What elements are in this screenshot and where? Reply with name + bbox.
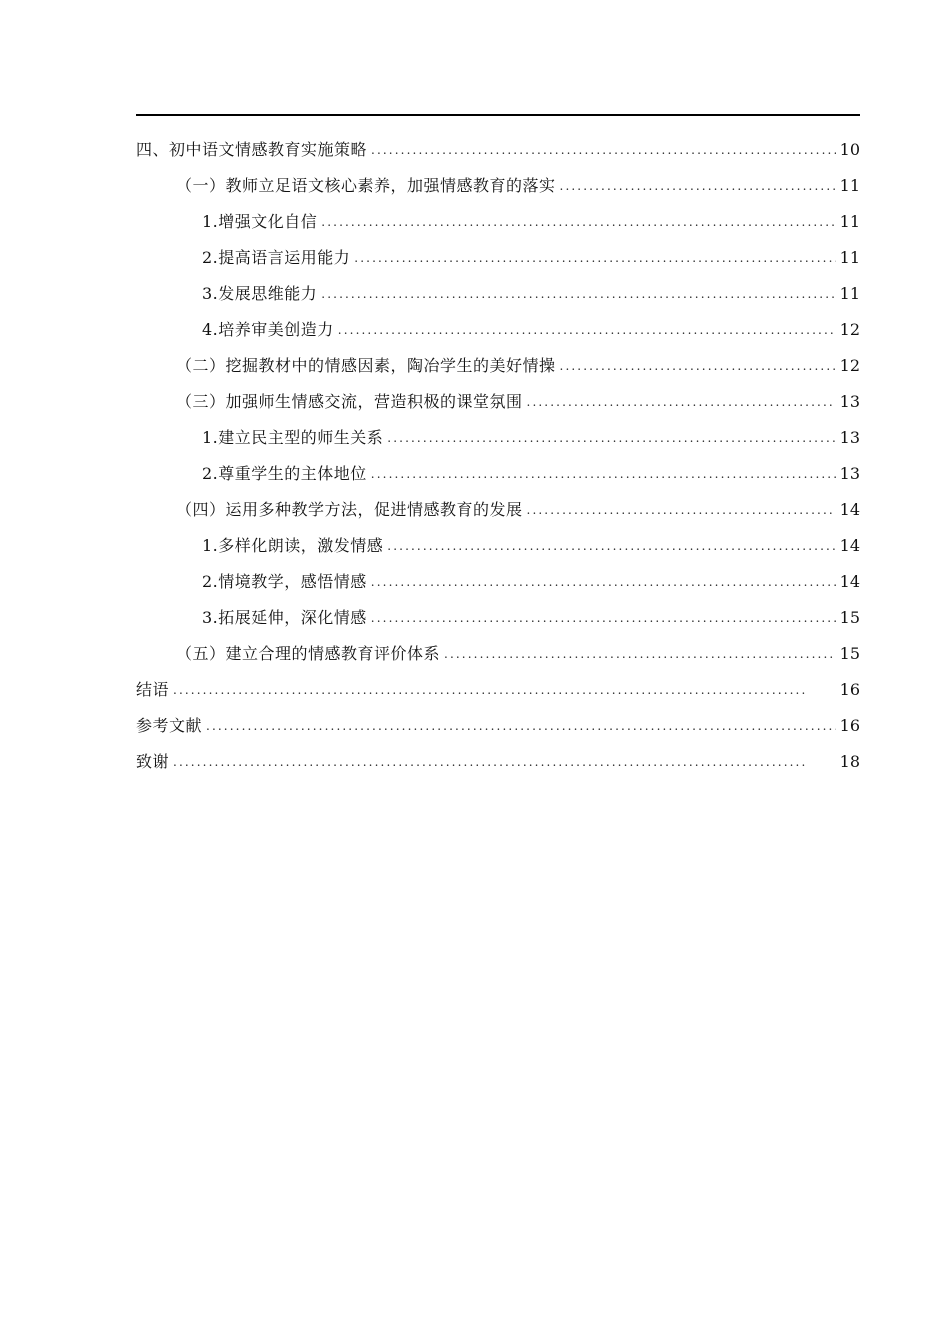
toc-entry[interactable]	[136, 456, 860, 492]
toc-entry-title: 四、初中语文情感教育实施策略	[136, 140, 368, 159]
toc-dot-leader	[560, 167, 836, 204]
toc-entry-page: 11	[839, 248, 860, 267]
toc-entry-title: 参考文献	[136, 716, 203, 735]
toc-entry[interactable]	[136, 204, 860, 240]
toc-entry[interactable]	[136, 672, 860, 708]
toc-entry-page: 14	[839, 500, 860, 519]
toc-entry[interactable]	[136, 168, 860, 204]
toc-entry-page: 11	[839, 212, 860, 231]
toc-entry-page: 14	[839, 536, 860, 555]
toc-dot-leader	[387, 419, 835, 456]
toc-dot-leader	[371, 563, 836, 600]
toc-dot-leader	[387, 527, 835, 564]
toc-entry-page: 14	[839, 572, 860, 591]
toc-entry-title: 2.提高语言运用能力	[202, 248, 351, 267]
toc-entry-title: （四）运用多种教学方法，促进情感教育的发展	[176, 500, 523, 519]
table-of-contents	[136, 132, 860, 780]
toc-entry[interactable]	[136, 528, 860, 564]
toc-dot-leader	[338, 311, 836, 348]
toc-entry[interactable]	[136, 600, 860, 636]
toc-entry-page: 16	[839, 716, 860, 735]
toc-entry[interactable]	[136, 744, 860, 780]
toc-entry-page: 12	[839, 356, 860, 375]
toc-dot-leader	[321, 275, 835, 312]
toc-entry[interactable]	[136, 348, 860, 384]
toc-entry-page: 15	[839, 644, 860, 663]
toc-entry[interactable]	[136, 420, 860, 456]
toc-entry-title: 2.尊重学生的主体地位	[202, 464, 367, 483]
toc-entry-page: 18	[839, 752, 860, 771]
toc-entry-title: （二）挖掘教材中的情感因素，陶冶学生的美好情操	[176, 356, 556, 375]
toc-dot-leader	[371, 455, 836, 492]
toc-entry-page: 12	[839, 320, 860, 339]
toc-dot-leader	[371, 599, 836, 636]
toc-dot-leader	[354, 239, 835, 276]
toc-entry[interactable]	[136, 492, 860, 528]
toc-entry-title: 2.情境教学，感悟情感	[202, 572, 367, 591]
toc-entry[interactable]	[136, 276, 860, 312]
toc-dot-leader	[444, 635, 836, 672]
toc-entry-title: 1.多样化朗读，激发情感	[202, 536, 384, 555]
toc-entry[interactable]	[136, 132, 860, 168]
toc-entry[interactable]	[136, 240, 860, 276]
toc-entry[interactable]	[136, 564, 860, 600]
toc-entry-title: 1.增强文化自信	[202, 212, 318, 231]
toc-entry-page: 11	[839, 176, 860, 195]
toc-entry-title: 4.培养审美创造力	[202, 320, 334, 339]
toc-entry-page: 10	[839, 140, 860, 159]
toc-entry-page: 13	[839, 392, 860, 411]
toc-entry-title: 3.发展思维能力	[202, 284, 318, 303]
toc-dot-leader	[527, 491, 836, 528]
toc-dot-leader	[321, 203, 835, 240]
toc-entry-title: 1.建立民主型的师生关系	[202, 428, 384, 447]
toc-entry[interactable]	[136, 708, 860, 744]
toc-dot-leader	[527, 383, 836, 420]
toc-dot-leader	[173, 671, 836, 708]
toc-entry-title: （三）加强师生情感交流，营造积极的课堂氛围	[176, 392, 523, 411]
toc-entry[interactable]	[136, 636, 860, 672]
toc-entry-title: 结语	[136, 680, 170, 699]
toc-entry-page: 13	[839, 428, 860, 447]
toc-entry[interactable]	[136, 312, 860, 348]
toc-entry-page: 16	[839, 680, 860, 699]
toc-dot-leader	[206, 707, 836, 744]
toc-entry-title: （五）建立合理的情感教育评价体系	[176, 644, 441, 663]
toc-dot-leader	[560, 347, 836, 384]
toc-entry-page: 11	[839, 284, 860, 303]
toc-entry-title: 致谢	[136, 752, 170, 771]
toc-entry-title: （一）教师立足语文核心素养，加强情感教育的落实	[176, 176, 556, 195]
toc-entry[interactable]	[136, 384, 860, 420]
toc-dot-leader	[371, 131, 836, 168]
toc-entry-page: 15	[839, 608, 860, 627]
toc-entry-title: 3.拓展延伸，深化情感	[202, 608, 367, 627]
toc-entry-page: 13	[839, 464, 860, 483]
header-rule	[136, 114, 860, 116]
toc-dot-leader	[173, 743, 836, 780]
